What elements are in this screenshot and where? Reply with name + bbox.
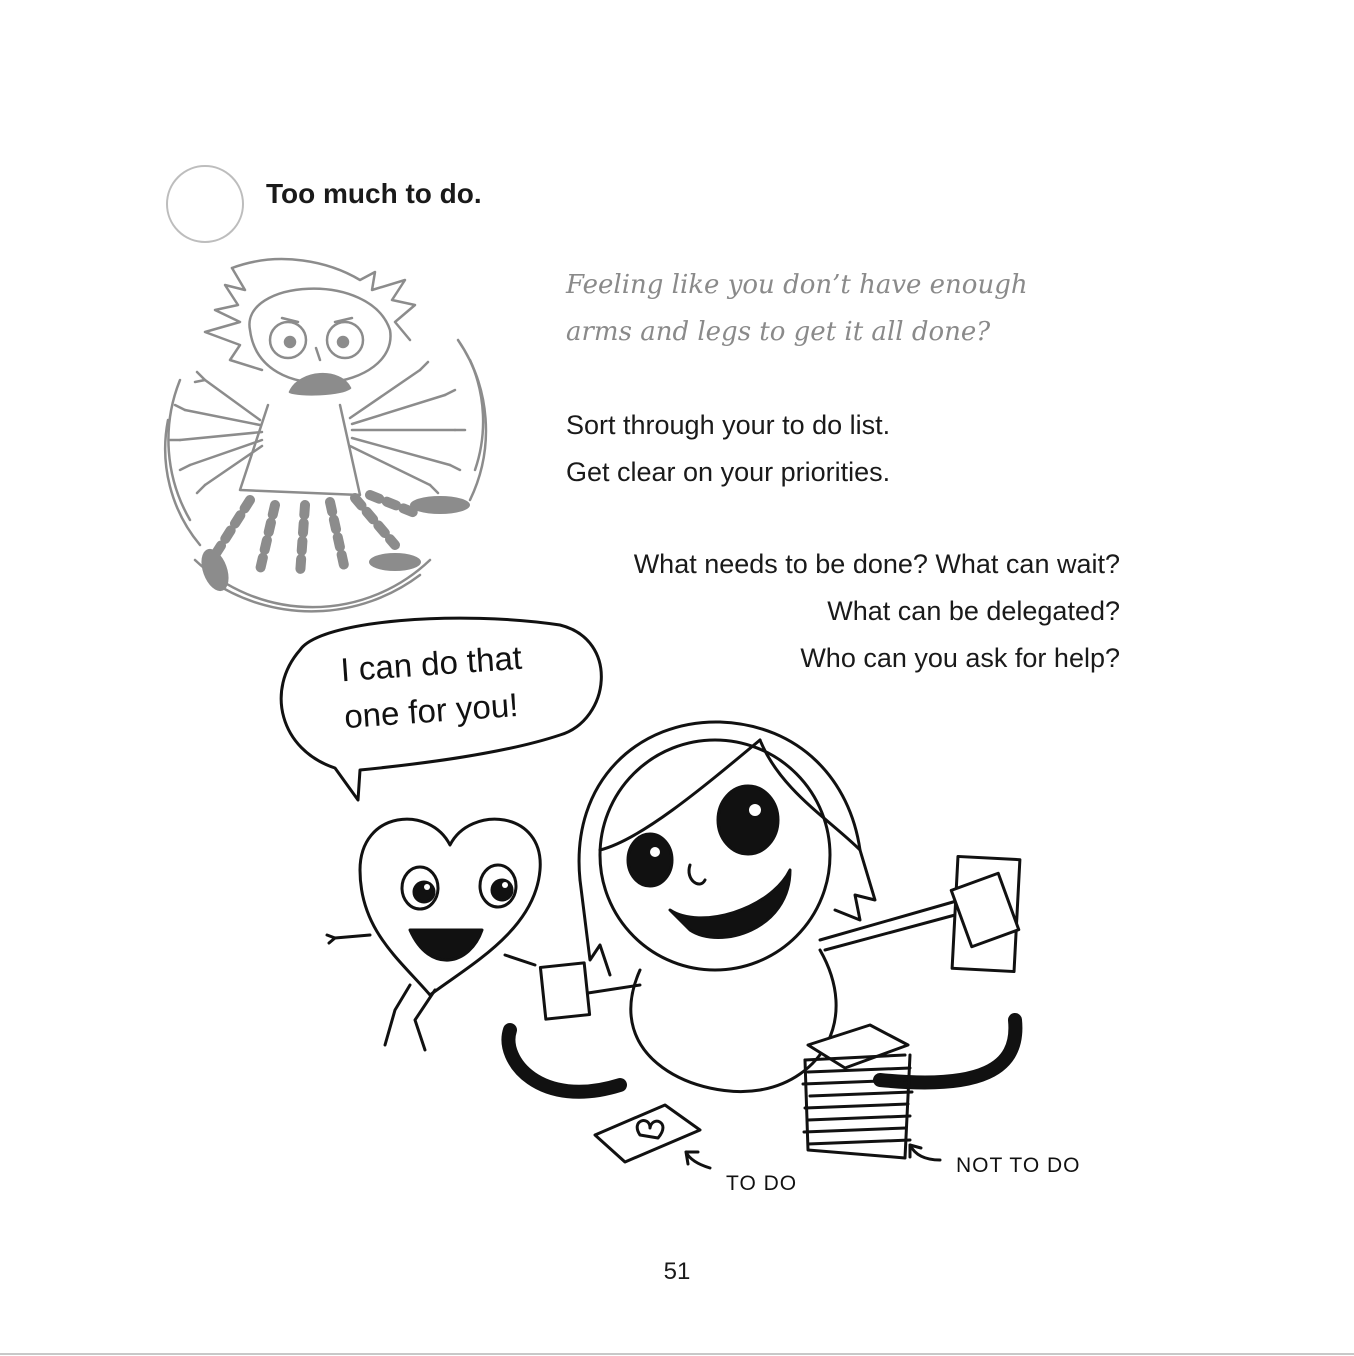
to-do-label: TO DO <box>726 1172 798 1195</box>
speech-line-1: I can do that <box>339 638 524 689</box>
question-line-2: What can be delegated? <box>827 596 1120 626</box>
question-line-3: Who can you ask for help? <box>800 643 1120 673</box>
advice-line-1: Sort through your to do list. <box>566 410 891 440</box>
intro-line-2: arms and legs to get it all done? <box>566 317 991 347</box>
advice-line-2: Get clear on your priorities. <box>566 457 891 487</box>
question-line-1: What needs to be done? What can wait? <box>633 549 1120 579</box>
intro-line-1: Feeling like you don’t have enough <box>566 270 1028 300</box>
not-to-do-label: NOT TO DO <box>956 1154 1081 1177</box>
bottom-divider <box>0 1353 1354 1355</box>
speech-bubble <box>281 618 601 800</box>
girl-with-cards-icon <box>508 722 1019 1168</box>
section-heading: Too much to do. <box>266 178 482 209</box>
heart-character-icon <box>327 819 540 1050</box>
page-number: 51 <box>663 1258 691 1285</box>
overwhelmed-girl-icon <box>165 259 486 611</box>
speech-line-2: one for you! <box>342 685 520 736</box>
